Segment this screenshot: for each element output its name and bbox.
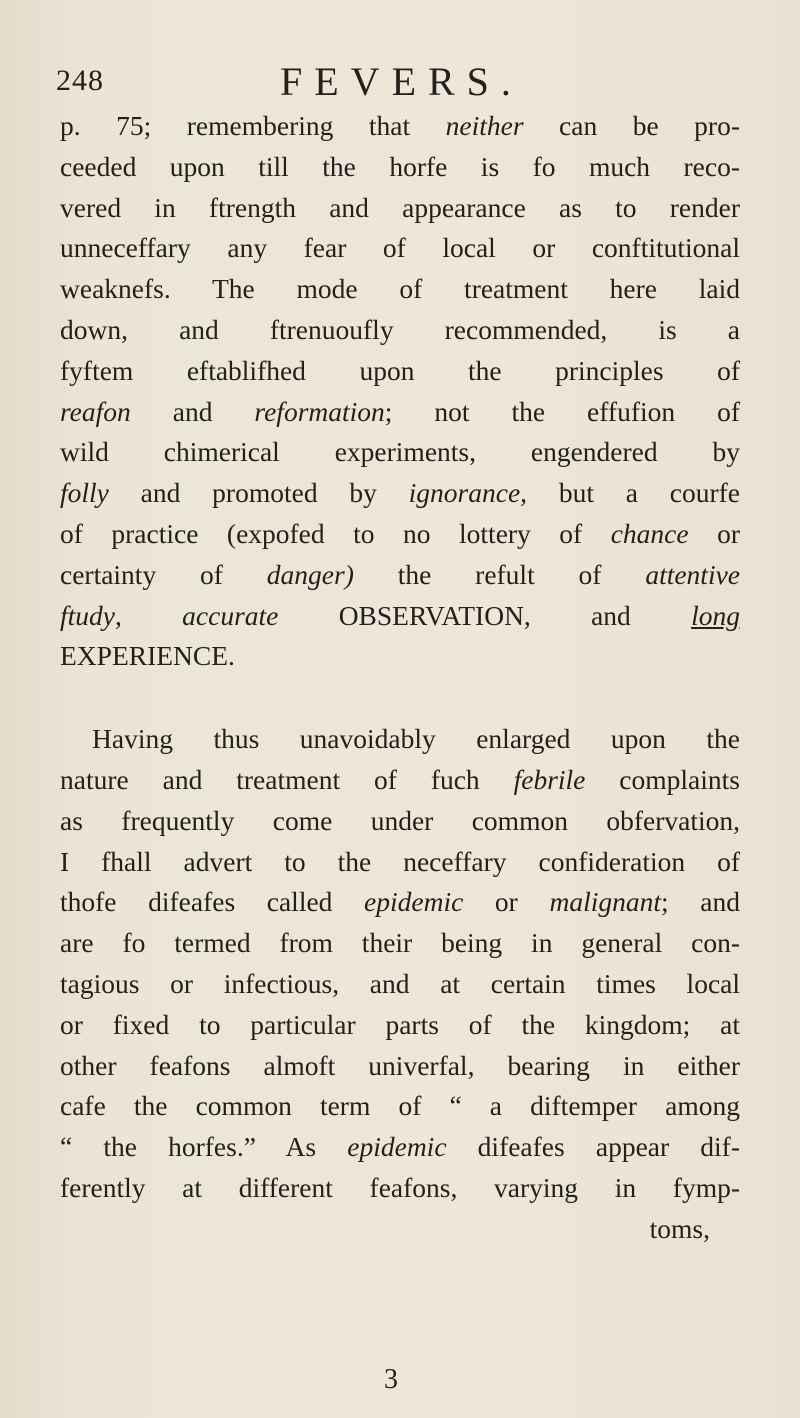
text-line: thofe difeafes called epidemic or malignant; and bbox=[60, 886, 740, 918]
text-line: are fo termed from their being in general con- bbox=[60, 927, 740, 959]
text-line: of practice (expofed to no lottery of chance or bbox=[60, 517, 740, 549]
text-line: Having thus unavoidably enlarged upon the bbox=[92, 723, 740, 755]
text-line: folly and promoted by ignorance, but a courfe bbox=[60, 477, 740, 509]
text-line: down, and ftrenuoufly recommended, is a bbox=[60, 313, 740, 345]
paragraph-2 bbox=[60, 719, 740, 1249]
text-line: cafe the common term of “ a diftemper among bbox=[60, 1090, 740, 1122]
text-line: tagious or infectious, and at certain times local bbox=[60, 967, 740, 999]
text-line: certainty of danger) the refult of attentive bbox=[60, 558, 740, 590]
text-line: fyftem eftablifhed upon the principles of bbox=[60, 354, 740, 386]
text-line: other feafons almoft univerfal, bearing in either bbox=[60, 1049, 740, 1081]
text-line: ferently at different feafons, varying in fymp- bbox=[60, 1171, 740, 1203]
paragraph-1 bbox=[60, 106, 740, 677]
text-line: or fixed to particular parts of the kingdom; at bbox=[60, 1008, 740, 1040]
text-line: ceeded upon till the horfe is fo much reco- bbox=[60, 150, 740, 182]
text-line: nature and treatment of fuch febrile complaints bbox=[60, 763, 740, 795]
text-line: “ the horfes.” As epidemic difeafes appear dif- bbox=[60, 1131, 740, 1163]
text-line: I fhall advert to the neceffary confideration of bbox=[60, 845, 740, 877]
text-line: as frequently come under common obfervation, bbox=[60, 804, 740, 836]
page-number: 248 bbox=[56, 64, 104, 97]
page-header bbox=[56, 58, 756, 106]
text-line: toms, bbox=[649, 1212, 710, 1244]
text-line: reafon and reformation; not the effufion of bbox=[60, 395, 740, 427]
text-line: ftudy, accurate OBSERVATION, and long bbox=[60, 599, 740, 631]
body-text bbox=[60, 106, 740, 1250]
text-line: p. 75; remembering that neither can be pro- bbox=[60, 110, 740, 141]
text-line: vered in ftrength and appearance as to render bbox=[60, 191, 740, 223]
text-line: wild chimerical experiments, engendered by bbox=[60, 436, 740, 468]
text-line: weaknefs. The mode of treatment here laid bbox=[60, 273, 740, 305]
text-line: unneceffary any fear of local or conftitutional bbox=[60, 232, 740, 264]
text-line: EXPERIENCE. bbox=[60, 640, 235, 672]
signature-mark: 3 bbox=[384, 1364, 398, 1395]
running-head: FEVERS. bbox=[280, 59, 523, 104]
